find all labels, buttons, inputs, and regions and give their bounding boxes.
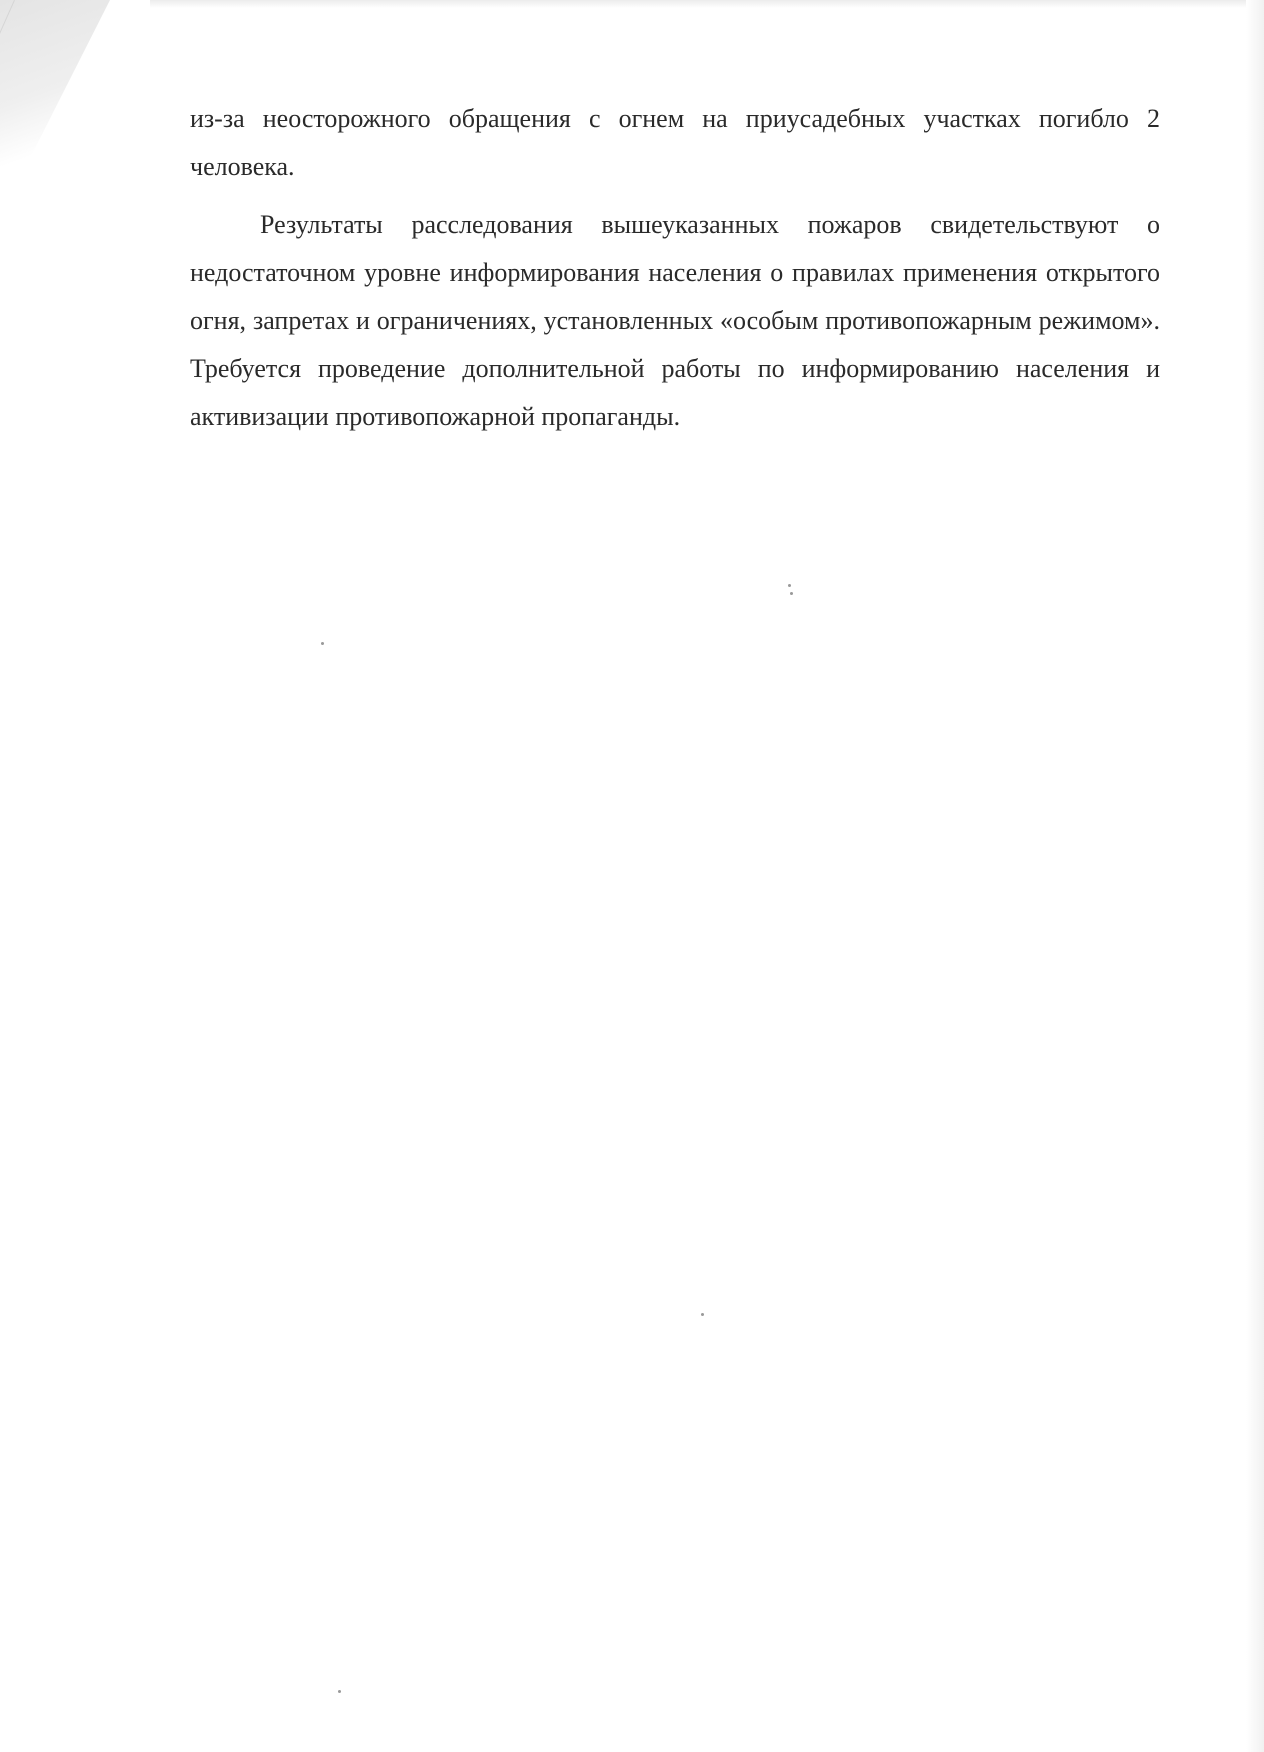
scan-speck — [788, 584, 791, 587]
folded-corner — [0, 0, 110, 200]
scan-speck — [701, 1313, 704, 1316]
scan-top-edge — [150, 0, 1250, 8]
scan-speck — [321, 642, 324, 645]
scan-right-edge — [1246, 0, 1264, 1752]
scan-speck — [338, 1690, 341, 1693]
document-body — [190, 95, 1160, 441]
paragraph-continuation: из-за неосторожного обращения с огнем на приусадебных участках погибло 2 человека. — [190, 104, 1160, 181]
scan-speck — [790, 592, 793, 595]
paragraph-investigation-results: Результаты расследования вышеуказанных пожаров свидетельствуют о недостаточном уровне информирования населения о правилах применения открытого огня, запретах и ограничениях, установленных «особым противопожарным режимом». Требуется проведение дополнительной работы по информированию населения и активизации противопожарной пропаганды. — [190, 210, 1160, 431]
